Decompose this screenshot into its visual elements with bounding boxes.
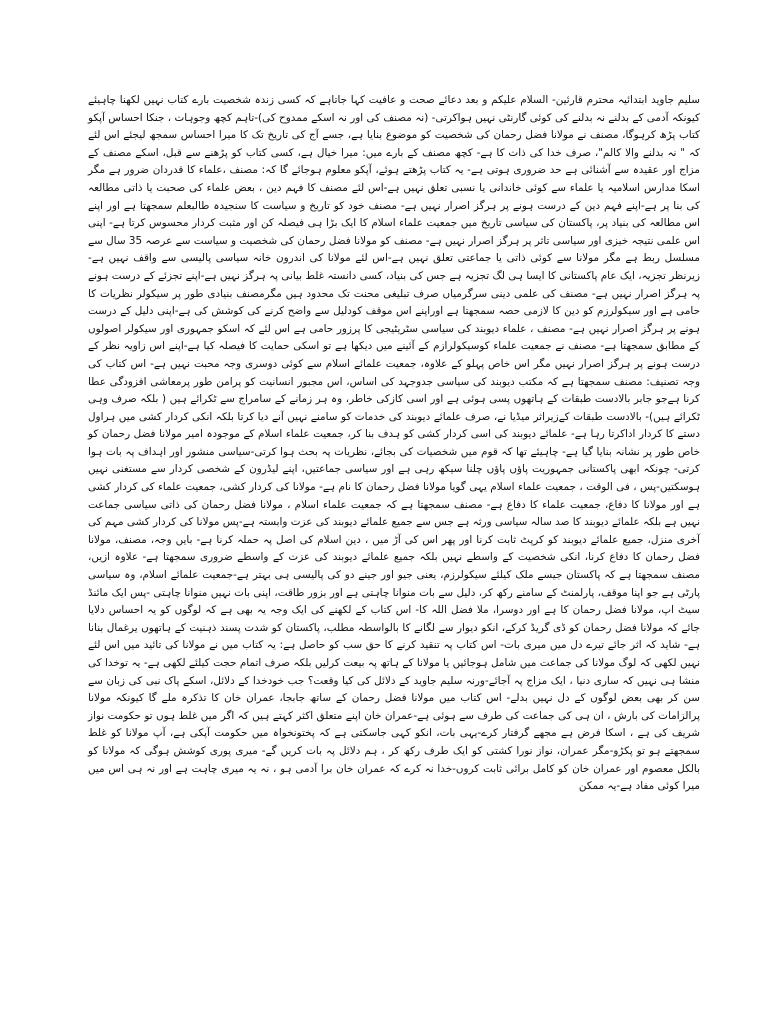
body-text [88, 92, 700, 796]
paragraph: سلیم جاوید ابتدائیہ محترم قارئین- السلام علیکم و بعد دعائے صحت و عافیت کہا جاتاہے کہ کسی زندہ شخصیت بارے کتاب نہیں لکھنا چاہیئے کیونکہ آدمی کے بدلنے نہ بدلنے کی کوئی گارنٹی نہیں ہواکرتی- (نہ مصنف کی اور نہ اسکے ممدوح کی)-تاہم کچھ وجوہات ، جنکا احساس آپکو کتاب پڑھ کرہوگا، مصنف نے مولانا فضل رحمان کی شخصیت کو موضوع بنایا ہے، جسے آج کی تاریخ تک کا میرا احساس سمجھ لیجئے اس لئے کہ " نہ بدلنے والا کالم"، صرف خدا کی ذات کا ہے- کچھ مصنف کے بارے میں: میرا خیال ہے، کسی کتاب کو پڑھنے سے قبل، اسکے مصنف کے مزاج اور عقیدہ سے آشنائی ہے حد ضروری ہوتی ہے- یہ کتاب پڑھتے ہوئے، آپکو معلوم ہوجائے گا کہ: مصنف ،علماء کا قدردان ضرور ہے مگر اسکا مدارس اسلامیہ یا علماء سے کوئی خاندانی یا نسبی تعلق نہیں ہے-اس لئے مصنف کا فہم دین ، بعض علماء کی صحبت یا ذاتی مطالعہ کی بنا پر ہے-اپنے فہم دین کے درست ہونے پر ہرگز اصرار نہیں ہے- مصنف خود کو تاریخ و سیاست کا سنجیدہ طالبعلم سمجھتا ہے اور اپنے اس مطالعہ کی بنیاد پر، پاکستان کی سیاسی تاریخ میں جمعیت علماء اسلام کا ایک بڑا ہی فیصلہ کن اور مثبت کردار محسوس کرتا ہے- اپنی اس علمی نتیجہ خیزی اور سیاسی تاثر پر ہرگز اصرار نہیں ہے- مصنف کو مولانا فضل رحمان کی شخصیت و سیاست سے عرصہ 35 سال سے مسلسل ربط ہے مگر مولانا سے کوئی ذاتی یا جماعتی تعلق نہیں ہے-اس لئے مولانا کی اندرون خانہ سیاسی پالیسی سے واقف نہیں ہے-زیرنظر تجزیہ، ایک عام پاکستانی کا ایسا ہی لگ تجزیہ ہے جس کی بنیاد، کسی دانستہ غلط بیانی پہ ہرگز نہیں ہے-اپنے تجزئے کے درست ہونے پہ ہرگز اصرار نہیں ہے- مصنف کی علمی دینی سرگرمیاں صرف تبلیغی محنت تک محدود ہیں مگرمصنف بنیادی طور پر سیکولر نظریات کا حامی ہے اور سیکولرزم کو دین کا لازمی حصہ سمجھتا ہے اوراپنے اس موقف کودلیل سے واضح کرنے کی کوشش کی ہے-اپنی دلیل کے درست ہونے پر ہرگز اصرار نہیں ہے- مصنف ، علماء دیوبند کی سیاسی سٹریٹیجی کا پرزور حامی ہے اس لئے کہ اسکو جمہوری اور سیکولر اصولوں کے مطابق سمجھتا ہے- مصنف نے جمعیت علماء کوسیکولرازم کے آئینے میں دیکھا ہے تو اسکی حمایت کا فیصلہ کیا ہے-اپنے اس زاویہ نظر کے درست ہونے پر ہرگز اصرار نہیں مگر اس خاص پہلو کے علاوہ، جمعیت علمائے اسلام سے کوئی دوسری وجہ محبت نہیں ہے- اس کتاب کی وجہ تصنیف: مصنف سمجھتا ہے کہ مکتب دیوبند کی سیاسی جدوجہد کی اساس، اس مجبور انسانیت کو پرامن طور پرمعاشی افزودگی عطا کرنا ہےجو جابر بالادست طبقات کے ہاتھوں پسی ہوئی ہے اور اسی کازکی خاطر، وہ ہر زمانے کے سامراج سے ٹکرائے ہیں ( بلکہ صرف وہی ٹکرائے ہیں)- بالادست طبقات کےزیراثر میڈیا نے، صرف علمائے دیوبند کی خدمات کو سامنے نہیں آنے دیا کرتا بلکہ انکی کردار کشی میں ہراول دستے کا کردار اداکرتا رہا ہے- علمائے دیوبند کی اسی کردار کشی کو ہدف بنا کر، جمعیت علماء اسلام کے موجودہ امیر مولانا فضل رحمان کو خاص طور پر نشانہ بنایا گیا ہے- چاہیئے تھا کہ قوم میں شخصیات کی بجائے، نظریات پہ بحث ہوا کرتی-سیاسی منشور اور اہداف پہ بات ہوا کرتی- چونکہ ابھی پاکستانی جمہوریت پاؤں پاؤں چلنا سیکھ رہی ہے اور سیاسی جماعتیں، اپنے لیڈرون کے شخصی کردار سے مستغنی نہیں ہوسکتیں-پس ، فی الوقت ، جمعیت علماء اسلام یہی گویا مولانا فضل رحمان کا نام ہے- مولانا کی کردار کشی، جمعیت علماء کی کردار کشی ہے اور مولانا کا دفاع، جمعیت علماء کا دفاع ہے- مصنف سمجھتا ہے کہ جمعیت علماء اسلام ، مولانا فضل رحمان کی ذاتی سیاسی جماعت نہیں ہے بلکہ علمائے دیوبند کا صد سالہ سیاسی ورثہ ہے جس سے جمیع علمائے دیوبند کی عزت وابستہ ہے-پس مولانا کی کردار کشی مہم کی آخری منزل، جمیع علمائے دیوبند کو کرپٹ ثابت کرنا اور پھر اس کی آڑ میں ، دین اسلام کی اصل پہ حملہ کرنا ہے- بایں وجہ، مصنف، مولانا فضل رحمان کا دفاع کرنا، انکی شخصیت کے واسطے نہیں بلکہ جمیع علمائے دیوبند کی عزت کے واسطے ضروری سمجھتا ہے- علاوہ ازیں، مصنف سمجھتا ہے کہ پاکستان جیسے ملک کیلئے سیکولرزم، یعنی جیو اور جینے دو کی پالیسی ہی بہتر ہے-جمعیت علمائے اسلام، وہ سیاسی پارٹی ہے جو اپنا موقف، پارلمنٹ کے سامنے رکھ کر، دلیل سے بات منوانا چاہتی ہے اور بزور طاقت، اپنی بات نہیں منوانا چاہتی -پس ایک مائنڈ سیٹ اپ، مولانا فضل رحمان کا ہے اور دوسرا، ملا فضل اللہ کا- اس کتاب کے لکھنے کی ایک وجہ یہ بھی ہے کہ لوگوں کو یہ احساس دلایا جائے کہ مولانا فضل رحمان کو ڈی گریڈ کرکے، انکو دیوار سے لگانے کا بالواسطہ مطلب، پاکستان کو شدت پسند ذہنیت کے ہاتھوں یرغمال بنانا ہے- شاید کہ اثر جائے تیرے دل میں میری بات- اس کتاب پہ تنقید کرنے کا حق سب کو حاصل ہے: یہ کتاب میں نے مولانا کی تائید میں اس لئے نہیں لکھی کہ لوگ مولانا کی جماعت میں شامل ہوجائیں یا مولانا کے ہاتھ پہ بیعت کرلیں بلکہ صرف اتمام حجت کیلئے لکھی ہے- یہ توخدا کی منشا ہی نہیں کہ ساری دنیا ، ایک مزاج پہ آجائے-ورنہ سلیم جاوید کے دلائل کی کیا وقعت؟ جب خودخدا کے دلائل، اسکے پاک نبی کی زبان سے سن کر بھی بعض لوگوں کے دل نہیں بدلے- اس کتاب میں مولانا فضل رحمان کے ساتھ جابجا، عمران خان کا تذکرہ ملے گا کیونکہ مولانا پرالزامات کی بارش ، ان ہی کی جماعت کی طرف سے ہوئی ہے-عمران خان اپنے متعلق اکثر کہتے ہیں کہ اگر میں غلط ہوں تو حکومت نواز شریف کی ہے ، اسکا فرض ہے مجھے گرفتار کرے-یہی بات، انکو کہی جاسکتی ہے کہ پختونخواہ میں حکومت آپکی ہے، آپ مولانا کو غلط سمجھتے ہو تو پکڑو-مگر عمران، نواز نورا کشتی کو ایک طرف رکھ کر ، ہم دلائل پہ بات کریں گے- میری پوری کوشش ہوگی کہ مولانا کو بالکل معصوم اور عمران خان کو کامل برائی ثابت کروں-خدا نہ کرے کہ عمران خان برا آدمی ہو ، نہ یہ میری چاہت ہے اور نہ ہی اس میں میرا کوئی مفاد ہے-یہ ممکن [88, 94, 700, 793]
